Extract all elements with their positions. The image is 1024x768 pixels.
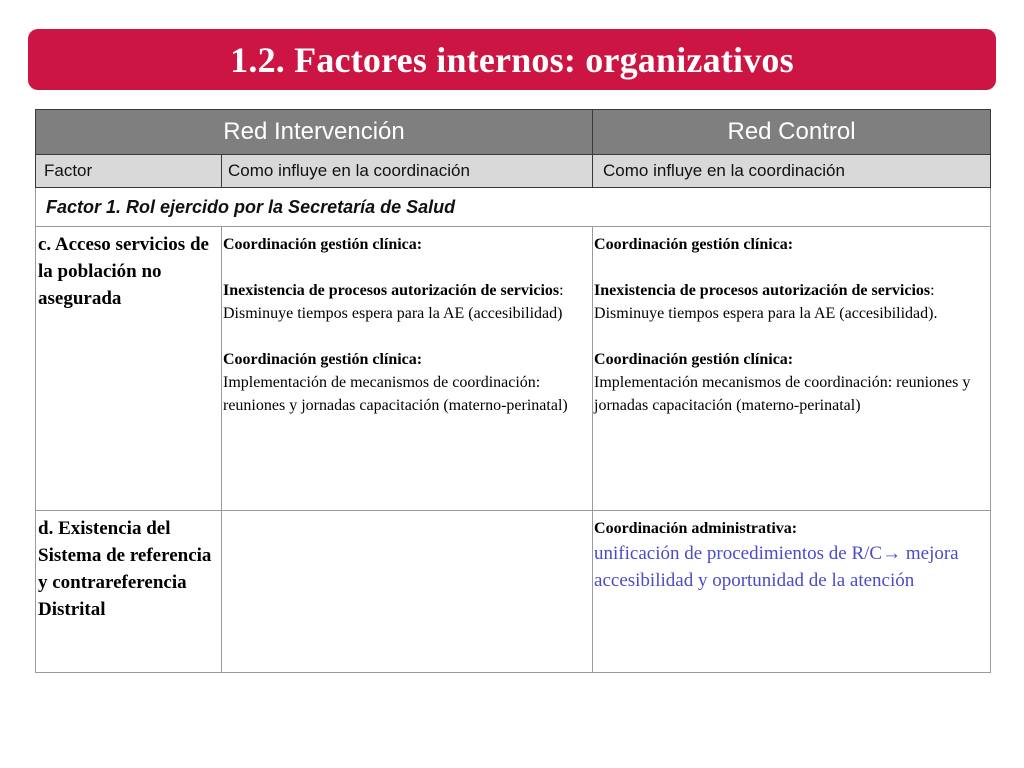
header-row [36,110,991,155]
factor-title-row [36,188,991,227]
row-label-referencia: d. Existencia del Sistema de referencia y contrareferencia Distrital [36,511,222,673]
cell-paragraph-bold: Inexistencia de procesos autorización de servicios [594,282,931,299]
row-label-acceso: c. Acceso servicios de la población no asegurada [36,227,222,511]
cell-paragraph-highlight [594,540,988,594]
factor-title: Factor 1. Rol ejercido por la Secretaría de Salud [36,188,991,227]
cell-heading: Coordinación gestión clínica: [594,351,794,368]
cell-heading: Coordinación administrativa: [594,520,798,537]
table-row [36,511,991,673]
table-row [36,227,991,511]
subheader-influye-intervencion: Como influye en la coordinación [222,155,593,188]
cell-heading: Coordinación gestión clínica: [594,236,794,253]
cell-paragraph: Implementación mecanismos de coordinación: reuniones y jornadas capacitación (materno-perinatal) [594,374,971,414]
page-title: 1.2. Factores internos: organizativos [230,39,794,80]
subheader-row [36,155,991,188]
header-red-intervencion: Red Intervención [36,110,593,155]
cell-paragraph [223,279,590,325]
highlight-text-a: unificación de procedimientos de R/C [594,543,883,564]
header-red-control: Red Control [593,110,991,155]
highlight-text-b: mejora accesibilidad y oportunidad de la atención [594,543,959,591]
cell-paragraph [594,279,988,325]
cell-heading: Coordinación gestión clínica: [223,351,423,368]
control-cell-referencia [593,511,991,673]
subheader-factor: Factor [36,155,222,188]
control-cell-acceso [593,227,991,511]
intervencion-cell-referencia [222,511,593,673]
arrow-right-icon: → [882,543,902,564]
cell-paragraph-bold: Inexistencia de procesos autorización de servicios [223,282,560,299]
intervencion-cell-acceso [222,227,593,511]
cell-paragraph-text: : Disminuye tiempos espera para la AE (accesibilidad). [594,282,938,322]
cell-paragraph: Implementación de mecanismos de coordinación: reuniones y jornadas capacitación (materno-perinatal) [223,374,568,414]
factors-table [35,109,991,673]
subheader-influye-control: Como influye en la coordinación [593,155,991,188]
cell-heading: Coordinación gestión clínica: [223,236,423,253]
cell-paragraph-text: : Disminuye tiempos espera para la AE (accesibilidad) [223,282,564,322]
title-banner [28,29,996,90]
